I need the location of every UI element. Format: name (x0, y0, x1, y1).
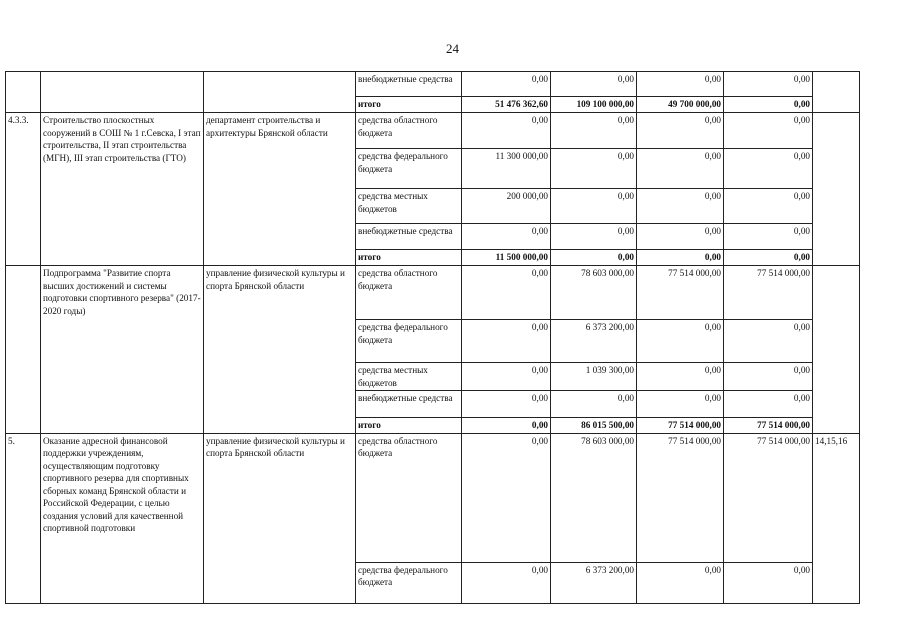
funding-source: средства местных бюджетов (356, 189, 462, 224)
table-row (6, 266, 860, 320)
value-2019: 77 514 000,00 (637, 433, 724, 562)
item-number: 5. (6, 433, 41, 603)
value-2018: 0,00 (551, 149, 637, 189)
value-2017: 0,00 (462, 224, 551, 250)
value-2020: 0,00 (724, 189, 813, 224)
value-2019: 0,00 (637, 320, 724, 363)
funding-source: средства областного бюджета (356, 113, 462, 149)
funding-source: внебюджетные средства (356, 224, 462, 250)
value-2017: 0,00 (462, 113, 551, 149)
value-2020: 0,00 (724, 224, 813, 250)
item-executor: департамент строительства и архитектуры Брянской области (204, 113, 356, 266)
value-2020: 0,00 (724, 149, 813, 189)
item-name: Строительство плоскостных сооружений в СОШ № 1 г.Севска, I этап строительства, II этап строительства (МГН), III этап строительства (ГТО) (41, 113, 204, 266)
funding-source: средства федерального бюджета (356, 149, 462, 189)
funding-source: внебюджетные средства (356, 72, 462, 97)
value-2017: 11 500 000,00 (462, 250, 551, 266)
value-2017: 0,00 (462, 363, 551, 391)
value-2018: 0,00 (551, 113, 637, 149)
budget-table (5, 71, 860, 604)
value-2019: 0,00 (637, 189, 724, 224)
value-2018: 0,00 (551, 250, 637, 266)
funding-source: средства областного бюджета (356, 266, 462, 320)
value-2020: 0,00 (724, 363, 813, 391)
value-2017: 0,00 (462, 562, 551, 603)
value-2018: 6 373 200,00 (551, 320, 637, 363)
value-2017: 0,00 (462, 266, 551, 320)
value-2020: 0,00 (724, 391, 813, 418)
value-2020: 0,00 (724, 250, 813, 266)
subprogram-name: Подпрограмма "Развитие спорта высших достижений и системы подготовки спортивного резерва" (2017-2020 годы) (41, 266, 204, 434)
value-2020: 0,00 (724, 562, 813, 603)
funding-source: внебюджетные средства (356, 391, 462, 418)
item-number: 4.3.3. (6, 113, 41, 266)
table-row (6, 72, 860, 97)
value-2019: 0,00 (637, 562, 724, 603)
value-2017: 0,00 (462, 433, 551, 562)
funding-source: средства областного бюджета (356, 433, 462, 562)
table-row (6, 113, 860, 149)
funding-source: средства федерального бюджета (356, 320, 462, 363)
value-2019: 0,00 (637, 391, 724, 418)
value-2019: 49 700 000,00 (637, 97, 724, 113)
value-2019: 0,00 (637, 250, 724, 266)
funding-source: итого (356, 418, 462, 434)
value-2018: 0,00 (551, 72, 637, 97)
value-2019: 77 514 000,00 (637, 418, 724, 434)
value-2018: 0,00 (551, 391, 637, 418)
item-name: Оказание адресной финансовой поддержки учреждениям, осуществляющим подготовку спортивного резерва для спортивных сборных команд Брянской области и Российской Федерации, с целью создания условий для качественной спортивной подготовки (41, 433, 204, 603)
value-2019: 0,00 (637, 224, 724, 250)
value-2019: 0,00 (637, 149, 724, 189)
value-2017: 0,00 (462, 391, 551, 418)
value-2018: 78 603 000,00 (551, 433, 637, 562)
page-number: 24 (446, 41, 459, 56)
value-2017: 11 300 000,00 (462, 149, 551, 189)
value-2018: 86 015 500,00 (551, 418, 637, 434)
value-2017: 0,00 (462, 72, 551, 97)
value-2020: 0,00 (724, 113, 813, 149)
value-2019: 0,00 (637, 72, 724, 97)
funding-source: средства федерального бюджета (356, 562, 462, 603)
value-2020: 0,00 (724, 97, 813, 113)
value-2017: 51 476 362,60 (462, 97, 551, 113)
value-2020: 77 514 000,00 (724, 433, 813, 562)
value-2020: 77 514 000,00 (724, 418, 813, 434)
value-2019: 0,00 (637, 113, 724, 149)
value-2020: 0,00 (724, 72, 813, 97)
funding-source: итого (356, 250, 462, 266)
value-2020: 0,00 (724, 320, 813, 363)
value-2017: 0,00 (462, 418, 551, 434)
value-2019: 77 514 000,00 (637, 266, 724, 320)
item-executor: управление физической культуры и спорта Брянской области (204, 433, 356, 603)
funding-source: средства местных бюджетов (356, 363, 462, 391)
value-2018: 78 603 000,00 (551, 266, 637, 320)
value-2017: 200 000,00 (462, 189, 551, 224)
table-row (6, 433, 860, 562)
value-2019: 0,00 (637, 363, 724, 391)
value-2018: 109 100 000,00 (551, 97, 637, 113)
item-executor: управление физической культуры и спорта Брянской области (204, 266, 356, 434)
table-row-total (6, 97, 860, 113)
value-2018: 6 373 200,00 (551, 562, 637, 603)
value-2018: 0,00 (551, 189, 637, 224)
funding-source: итого (356, 97, 462, 113)
indicator-ref: 14,15,16 (813, 433, 860, 603)
value-2018: 1 039 300,00 (551, 363, 637, 391)
value-2017: 0,00 (462, 320, 551, 363)
value-2020: 77 514 000,00 (724, 266, 813, 320)
value-2018: 0,00 (551, 224, 637, 250)
